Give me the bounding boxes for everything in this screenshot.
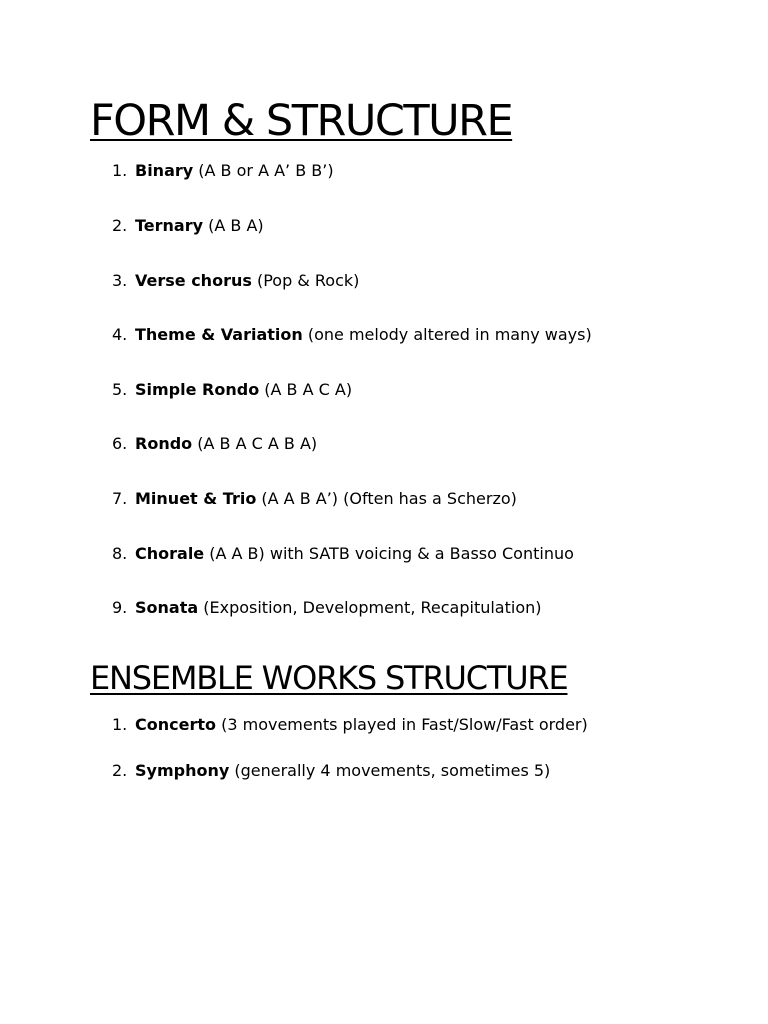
item-description: (A B A) [208, 216, 264, 235]
item-number: 2. [112, 761, 128, 780]
list-item [112, 325, 592, 345]
item-number: 4. [112, 325, 128, 344]
item-term: Binary [135, 161, 194, 180]
list-item [112, 434, 317, 454]
item-term: Chorale [135, 544, 205, 563]
list-item [112, 489, 517, 509]
item-description: (A B A C A) [264, 380, 353, 399]
item-term: Ternary [135, 216, 204, 235]
item-term: Symphony [135, 761, 230, 780]
item-term: Theme & Variation [135, 325, 303, 344]
item-number: 1. [112, 715, 128, 734]
section-heading-form-structure: FORM & STRUCTURE [90, 96, 513, 146]
item-number: 7. [112, 489, 128, 508]
item-number: 2. [112, 216, 128, 235]
list-item [112, 598, 542, 618]
list-item [112, 715, 588, 735]
item-description: (A A B A’) (Often has a Scherzo) [261, 489, 517, 508]
item-term: Concerto [135, 715, 216, 734]
item-description: (A B or A A’ B B’) [198, 161, 334, 180]
item-description: (3 movements played in Fast/Slow/Fast order) [221, 715, 588, 734]
item-description: (one melody altered in many ways) [307, 325, 592, 344]
item-term: Rondo [135, 434, 193, 453]
list-item [112, 380, 352, 400]
item-number: 8. [112, 544, 128, 563]
item-term: Sonata [135, 598, 199, 617]
item-term: Verse chorus [135, 271, 252, 290]
item-description: (A B A C A B A) [197, 434, 318, 453]
list-item [112, 216, 264, 236]
list-item [112, 544, 574, 564]
item-number: 1. [112, 161, 128, 180]
item-number: 9. [112, 598, 128, 617]
item-description: (Pop & Rock) [256, 271, 360, 290]
item-description: (A A B) with SATB voicing & a Basso Continuo [209, 544, 574, 563]
list-item [112, 761, 550, 781]
list-item [112, 271, 359, 291]
item-description: (Exposition, Development, Recapitulation) [203, 598, 542, 617]
section-heading-ensemble-works: ENSEMBLE WORKS STRUCTURE [90, 659, 568, 697]
item-term: Simple Rondo [135, 380, 260, 399]
item-number: 5. [112, 380, 128, 399]
item-number: 3. [112, 271, 128, 290]
item-description: (generally 4 movements, sometimes 5) [234, 761, 551, 780]
item-number: 6. [112, 434, 128, 453]
list-item [112, 161, 334, 181]
item-term: Minuet & Trio [135, 489, 257, 508]
